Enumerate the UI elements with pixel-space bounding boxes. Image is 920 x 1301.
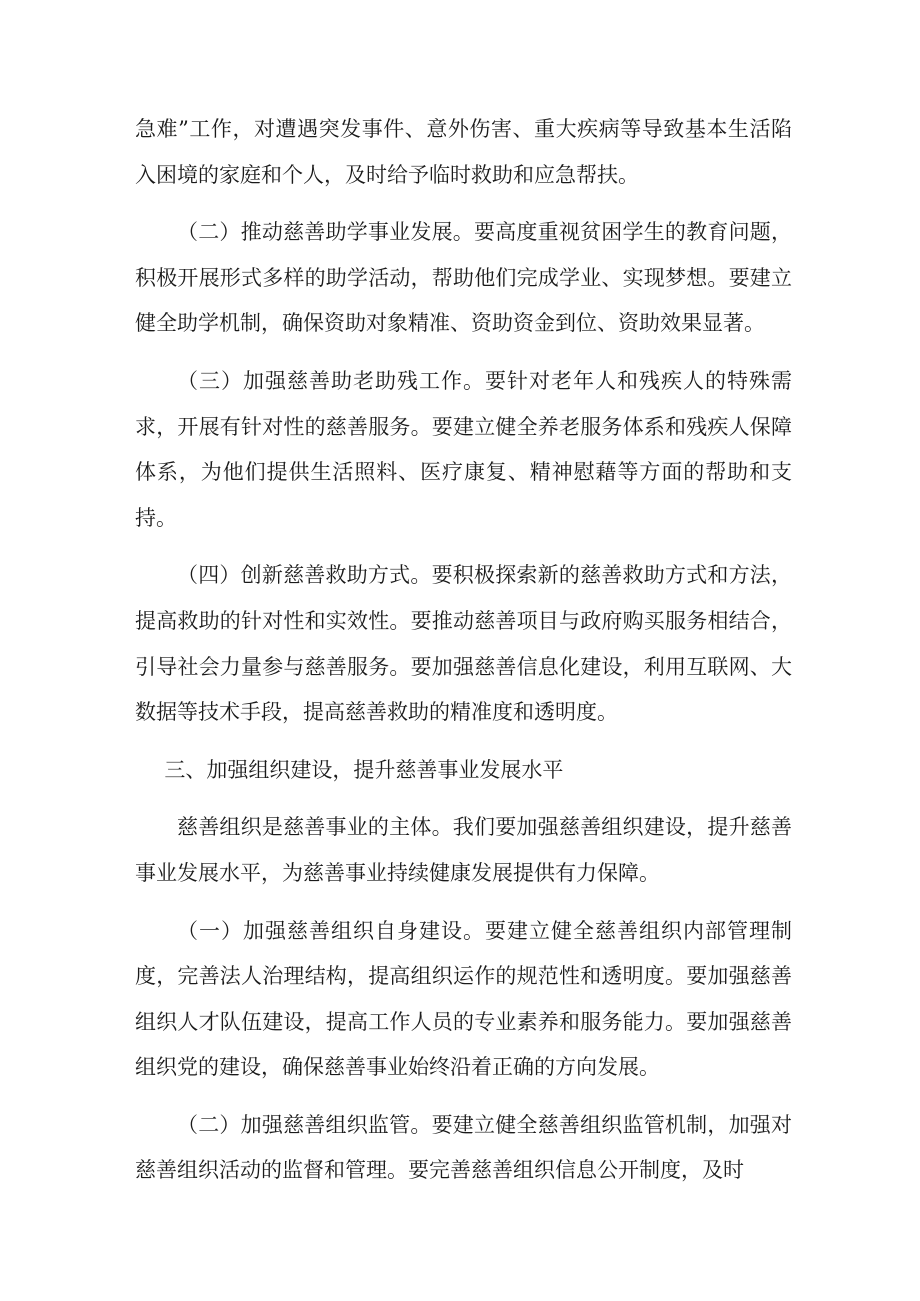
paragraph-elderly-disabled: （三）加强慈善助老助残工作。要针对老年人和残疾人的特殊需求，开展有针对性的慈善服务。要建立健全养老服务体系和残疾人保障体系，为他们提供生活照料、医疗康复、精神慰藉等方面的帮助和支持。 — [135, 368, 792, 530]
paragraph-continuation: 急难”工作，对遭遇突发事件、意外伤害、重大疾病等导致基本生活陷入困境的家庭和个人，及时给予临时救助和应急帮扶。 — [135, 117, 792, 187]
paragraph-self-building: （一）加强慈善组织自身建设。要建立健全慈善组织内部管理制度，完善法人治理结构，提高组织运作的规范性和透明度。要加强慈善组织人才队伍建设，提高工作人员的专业素养和服务能力。要加强慈善组织党的建设，确保慈善事业始终沿着正确的方向发展。 — [135, 918, 792, 1080]
paragraph-charity-education: （二）推动慈善助学事业发展。要高度重视贫困学生的教育问题，积极开展形式多样的助学活动，帮助他们完成学业、实现梦想。要建立健全助学机制，确保资助对象精准、资助资金到位、资助效果显著。 — [135, 220, 792, 336]
paragraph-organization-intro: 慈善组织是慈善事业的主体。我们要加强慈善组织建设，提升慈善事业发展水平，为慈善事业持续健康发展提供有力保障。 — [135, 815, 792, 885]
document-body — [135, 107, 792, 1206]
paragraph-supervision: （二）加强慈善组织监管。要建立健全慈善组织监管机制，加强对慈善组织活动的监督和管理。要完善慈善组织信息公开制度，及时 — [135, 1112, 792, 1183]
section-heading: 三、加强组织建设，提升慈善事业发展水平 — [164, 757, 564, 782]
paragraph-innovation: （四）创新慈善救助方式。要积极探索新的慈善救助方式和方法，提高救助的针对性和实效性。要推动慈善项目与政府购买服务相结合，引导社会力量参与慈善服务。要加强慈善信息化建设，利用互联网、大数据等技术手段，提高慈善救助的精准度和透明度。 — [135, 563, 792, 725]
